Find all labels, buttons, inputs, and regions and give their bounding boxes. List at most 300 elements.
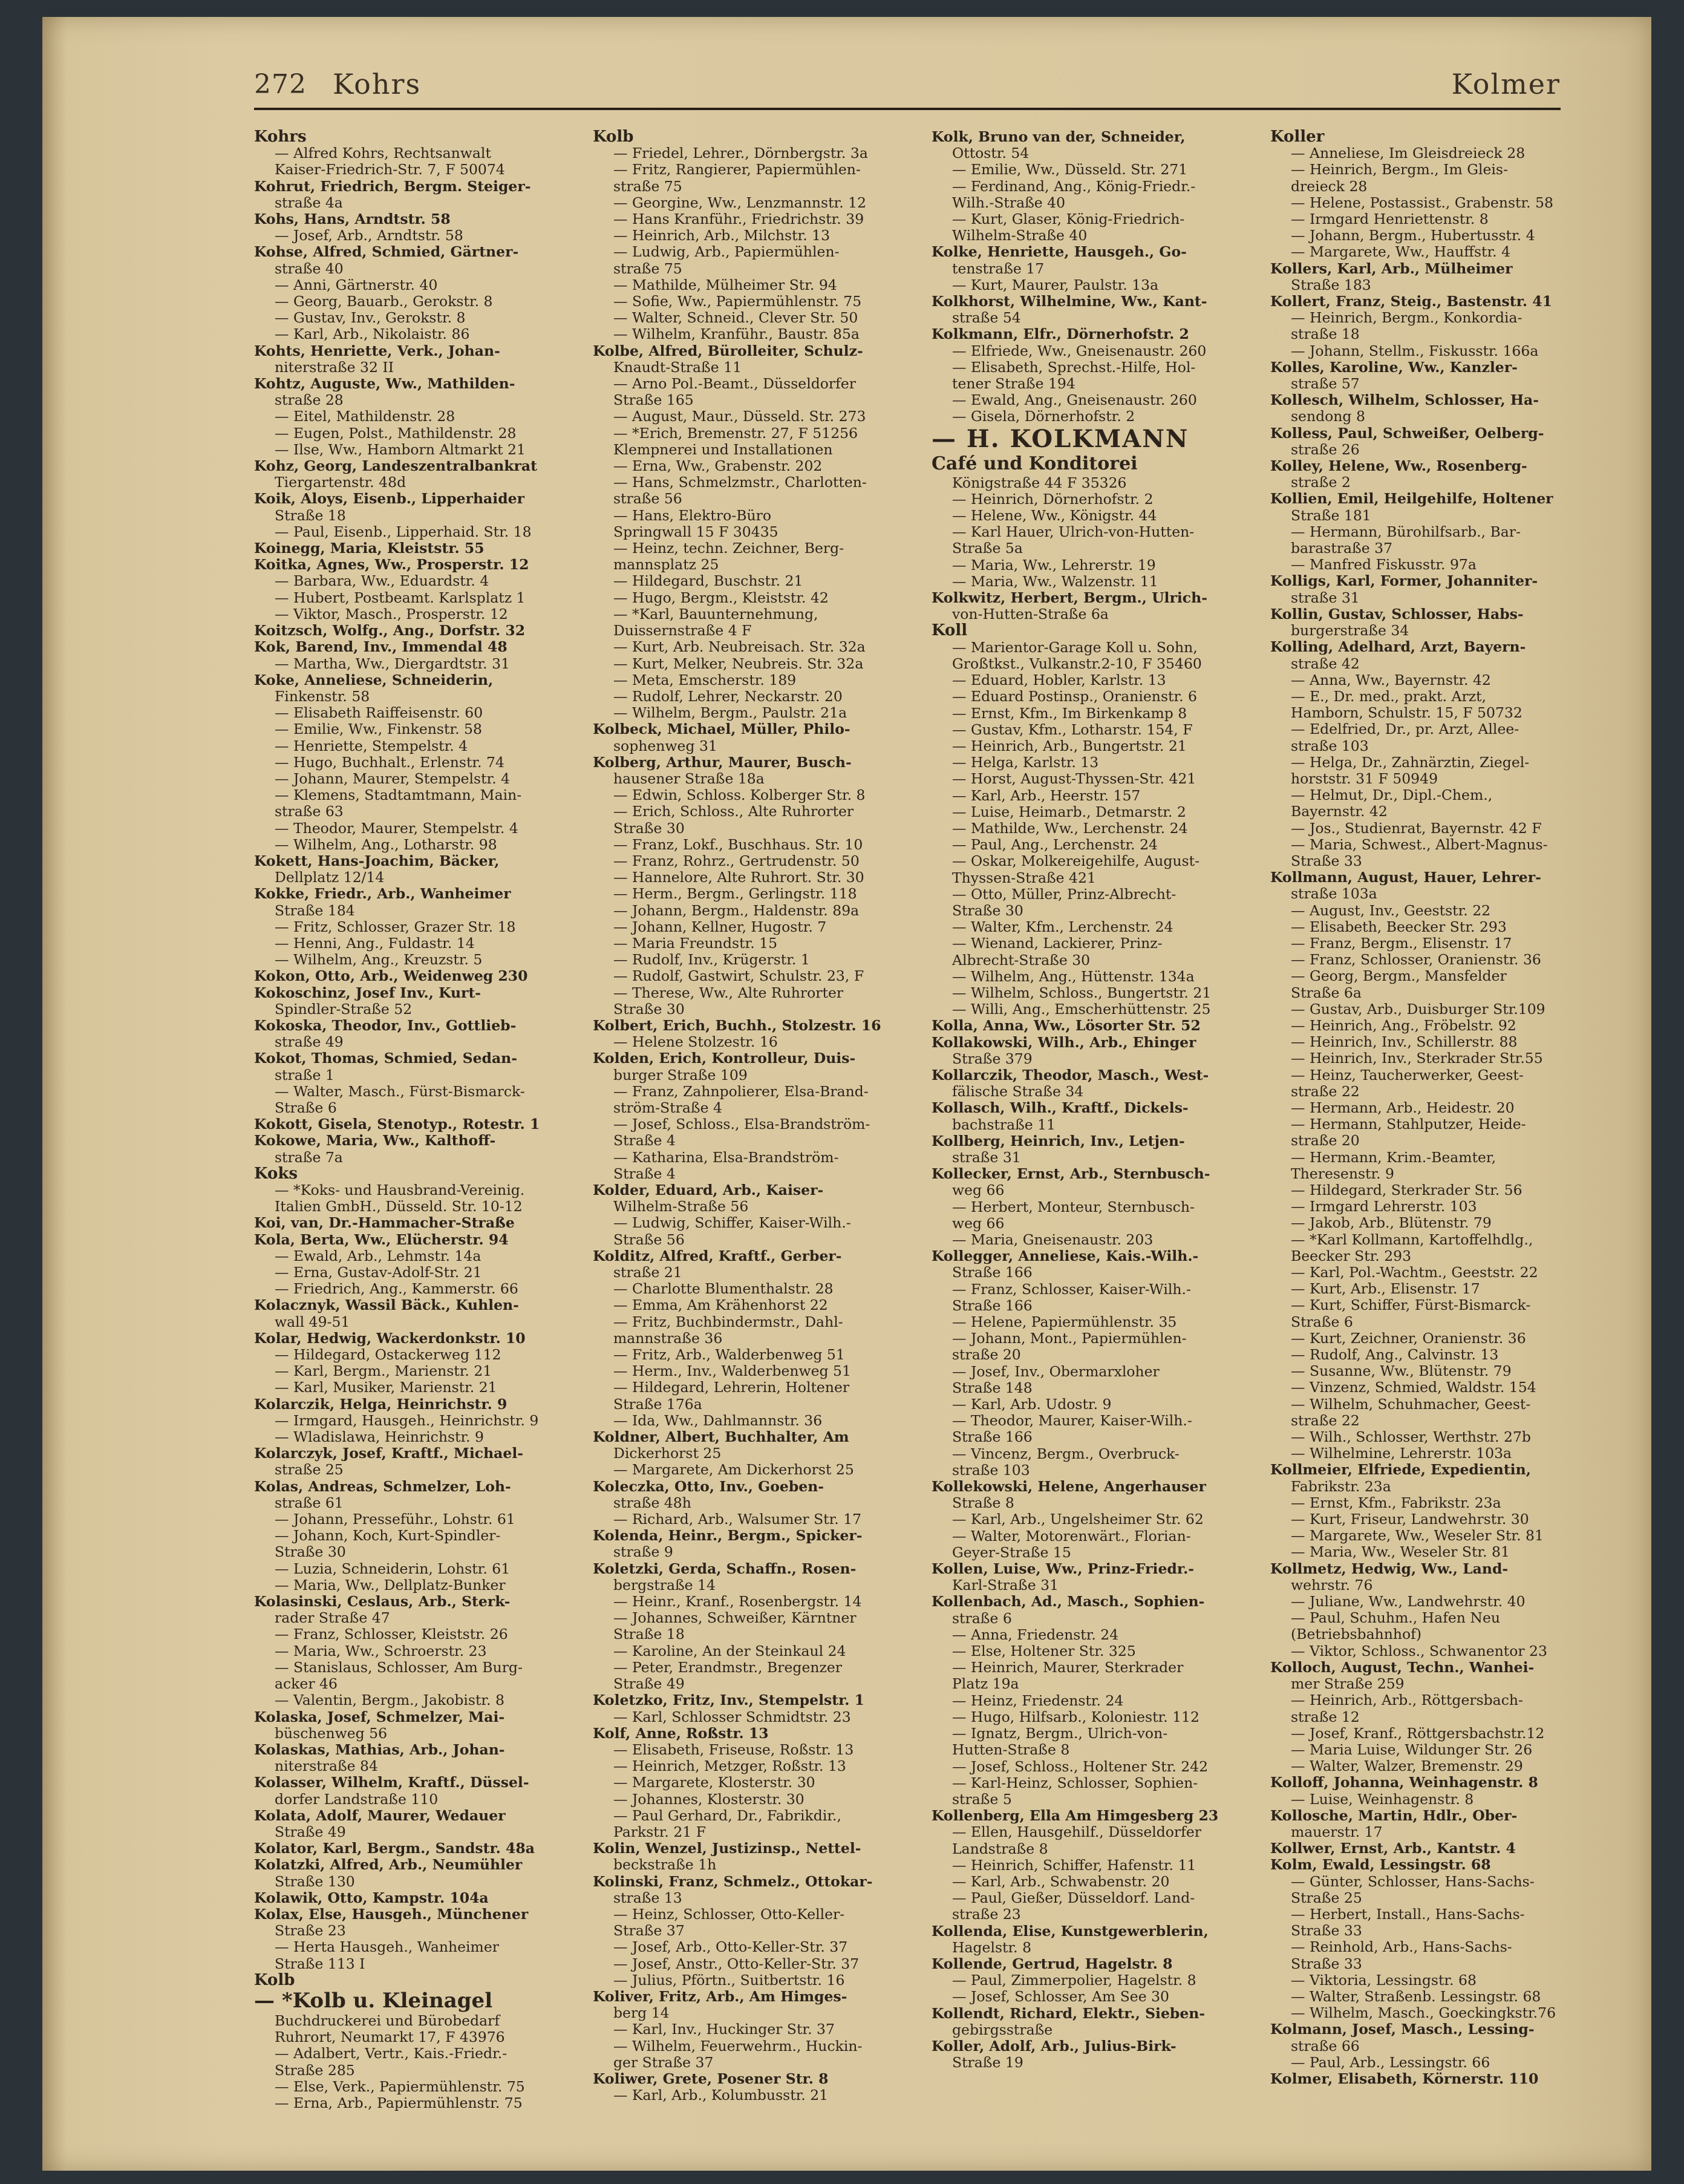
entry-line: straße 4a	[275, 194, 343, 211]
entry-line: Buchdruckerei und Bürobedarf	[275, 2012, 500, 2029]
entry-line: — Helene, Papiermühlenstr. 35	[952, 1313, 1177, 1331]
entry-line: — August, Maur., Düsseld. Str. 273	[613, 408, 866, 425]
entry-name-line: Kolberg, Arthur, Maurer, Busch-	[593, 753, 852, 771]
entry-line: — Helene, Ww., Königstr. 44	[952, 507, 1157, 525]
entry-line: straße 5	[952, 1790, 1012, 1808]
entry-line: — Irmgard Henriettenstr. 8	[1291, 211, 1489, 228]
entry-line: weg 66	[952, 1182, 1005, 1199]
entry-line: — Henni, Ang., Fuldastr. 14	[275, 934, 475, 952]
entry-line: — Maria, Gneisenaustr. 203	[952, 1231, 1154, 1248]
entry-name-line: Kolke, Henriette, Hausgeh., Go-	[932, 243, 1187, 261]
entry-line: Straße 6	[1291, 1313, 1353, 1330]
entry-line: — Heinz, Friedenstr. 24	[952, 1692, 1124, 1709]
entry-line: Straße 285	[275, 2061, 355, 2079]
entry-line: Ottostr. 54	[952, 145, 1030, 162]
entry-name-line: Kolacznyk, Wassil Bäck., Kuhlen-	[254, 1296, 519, 1314]
entry-line: — Fritz, Schlosser, Grazer Str. 18	[275, 918, 516, 935]
entry-line: — Ilse, Ww., Hamborn Altmarkt 21	[275, 440, 526, 458]
entry-name-line: Kollendt, Richard, Elektr., Sieben-	[932, 2004, 1206, 2022]
entry-name-line: Kollekowski, Helene, Angerhauser	[932, 1478, 1206, 1496]
entry-line: Straße 165	[613, 391, 694, 409]
entry-line: Hagelstr. 8	[952, 1938, 1032, 1956]
entry-line: — Anna, Ww., Bayernstr. 42	[1291, 671, 1491, 688]
entry-line: — Elisabeth, Friseuse, Roßstr. 13	[613, 1741, 854, 1758]
entry-line: — Heinz, techn. Zeichner, Berg-	[613, 540, 844, 557]
entry-line: — Hermann, Stahlputzer, Heide-	[1291, 1116, 1526, 1133]
entry-line: straße 1	[275, 1066, 335, 1084]
entry-line: — Josef, Schlosser, Am See 30	[952, 1988, 1169, 2006]
entry-name-line: Koitzsch, Wolfg., Ang., Dorfstr. 32	[254, 622, 526, 639]
entry-line: — Josef, Arb., Otto-Keller-Str. 37	[613, 1938, 848, 1956]
entry-line: — Reinhold, Arb., Hans-Sachs-	[1291, 1938, 1512, 1956]
entry-line: — Paul, Gießer, Düsseldorf. Land-	[952, 1889, 1195, 1907]
entry-line: dreieck 28	[1291, 177, 1368, 195]
entry-line: — Anneliese, Im Gleisdreieck 28	[1291, 145, 1526, 162]
entry-name-line: Kolmann, Josef, Masch., Lessing-	[1270, 2021, 1535, 2038]
entry-line: — Mathilde, Ww., Lerchenstr. 24	[952, 819, 1188, 837]
entry-line: — Richard, Arb., Walsumer Str. 17	[613, 1511, 862, 1528]
entry-line: Albrecht-Straße 30	[952, 951, 1091, 969]
entry-line: — Elisabeth, Beecker Str. 293	[1291, 918, 1507, 935]
entry-line: — Heinrich, Dörnerhofstr. 2	[952, 490, 1154, 508]
entry-line: Wilhelm-Straße 56	[613, 1198, 749, 1215]
entry-line: Wilhelm-Straße 40	[952, 227, 1088, 244]
entry-line: büschenweg 56	[275, 1724, 388, 1742]
entry-line: — Fritz, Rangierer, Papiermühlen-	[613, 161, 861, 178]
entry-line: burger Straße 109	[613, 1066, 748, 1084]
directory-columns	[254, 129, 1573, 2137]
entry-line: Straße 49	[275, 1823, 346, 1840]
entry-line: Straße 4	[613, 1165, 676, 1182]
entry-line: — Peter, Erandmstr., Bregenzer	[613, 1658, 843, 1676]
entry-line: — Josef, Inv., Obermarxloher	[952, 1362, 1160, 1380]
entry-line: — Walter, Masch., Fürst-Bismarck-	[275, 1082, 525, 1100]
entry-name-line: Koletzki, Gerda, Schaffn., Rosen-	[593, 1560, 857, 1577]
entry-name-line: Kolditz, Alfred, Kraftf., Gerber-	[593, 1247, 842, 1264]
entry-line: — Heinz, Schlosser, Otto-Keller-	[613, 1905, 845, 1923]
entry-line: — Kurt, Friseur, Landwehrstr. 30	[1291, 1511, 1529, 1528]
entry-line: — Karl, Musiker, Marienstr. 21	[275, 1379, 497, 1396]
entry-line: Straße 56	[613, 1231, 685, 1248]
entry-line: — Karoline, An der Steinkaul 24	[613, 1642, 846, 1659]
entry-line: beckstraße 1h	[613, 1856, 717, 1874]
entry-line: — Rudolf, Inv., Krügerstr. 1	[613, 951, 810, 969]
entry-line: Thyssen-Straße 421	[952, 869, 1096, 886]
entry-line: — Hans, Schmelzmstr., Charlotten-	[613, 474, 867, 491]
entry-line: fälische Straße 34	[952, 1083, 1084, 1100]
entry-line: — Theodor, Maurer, Stempelstr. 4	[275, 819, 518, 837]
entry-line: — Josef, Anstr., Otto-Keller-Str. 37	[613, 1955, 860, 1972]
entry-line: — Georgine, Ww., Lenzmannstr. 12	[613, 194, 867, 211]
entry-line: — Hildegard, Buschstr. 21	[613, 572, 803, 590]
entry-line: — Karl, Pol.-Wachtm., Geeststr. 22	[1291, 1264, 1538, 1281]
entry-line: Königstraße 44 F 35326	[952, 474, 1127, 491]
entry-line: — Ignatz, Bergm., Ulrich-von-	[952, 1725, 1168, 1742]
entry-line: — Friedel, Lehrer., Dörnbergstr. 3a	[613, 145, 868, 162]
entry-line: — Rudolf, Ang., Calvinstr. 13	[1291, 1346, 1499, 1364]
entry-name-line: Kolk, Bruno van der, Schneider,	[932, 129, 1186, 145]
entry-name-line: Kolasinski, Ceslaus, Arb., Sterk-	[254, 1593, 511, 1610]
entry-line: — Karl, Bergm., Marienstr. 21	[275, 1362, 492, 1380]
entry-name-line: Kolla, Anna, Ww., Lösorter Str. 52	[932, 1017, 1201, 1035]
entry-line: — Ida, Ww., Dahlmannstr. 36	[613, 1411, 823, 1429]
entry-line: — Vinzenz, Schmied, Waldstr. 154	[1291, 1379, 1536, 1396]
entry-name-line: Koinegg, Maria, Kleiststr. 55	[254, 540, 485, 557]
entry-line: straße 7a	[275, 1148, 343, 1166]
entry-name-line: Kolling, Adelhard, Arzt, Bayern-	[1270, 638, 1526, 656]
entry-line: — Ferdinand, Ang., König-Friedr.-	[952, 177, 1196, 195]
entry-line: straße 63	[275, 803, 344, 820]
entry-line: — Margarete, Ww., Hauffstr. 4	[1291, 243, 1511, 261]
entry-line: Straße 33	[1291, 1922, 1362, 1940]
entry-name-line: Kolm, Ewald, Lessingstr. 68	[1270, 1856, 1491, 1874]
entry-name-line: Kolless, Paul, Schweißer, Oelberg-	[1270, 424, 1544, 442]
surname-heading: Kolb	[593, 129, 634, 146]
entry-name-line: Kohtz, Auguste, Ww., Mathilden-	[254, 375, 515, 393]
entry-name-line: Kollert, Franz, Steig., Bastenstr. 41	[1270, 293, 1552, 310]
entry-name-line: Kolarczik, Helga, Heinrichstr. 9	[254, 1395, 507, 1413]
entry-line: — Johannes, Klosterstr. 30	[613, 1790, 804, 1808]
entry-line: — Wilhelm, Feuerwehrm., Huckin-	[613, 2037, 863, 2055]
entry-line: — Fritz, Arb., Walderbenweg 51	[613, 1346, 845, 1364]
entry-line: — Johann, Koch, Kurt-Spindler-	[275, 1527, 501, 1545]
entry-line: — Walter, Walzer, Bremenstr. 29	[1291, 1757, 1523, 1775]
entry-line: straße 13	[613, 1889, 682, 1906]
entry-name-line: Kollenbach, Ad., Masch., Sophien-	[932, 1593, 1205, 1610]
entry-line: straße 22	[1291, 1082, 1360, 1100]
entry-line: — Ludwig, Schiffer, Kaiser-Wilh.-	[613, 1214, 851, 1232]
entry-line: straße 31	[1291, 589, 1360, 606]
entry-name-line: Kolarczyk, Josef, Kraftf., Michael-	[254, 1445, 524, 1462]
entry-line: bergstraße 14	[613, 1576, 716, 1594]
entry-line: — Henriette, Stempelstr. 4	[275, 737, 468, 754]
entry-line: — Herm., Bergm., Gerlingstr. 118	[613, 885, 857, 903]
entry-line: — Helene, Postassist., Grabenstr. 58	[1291, 194, 1553, 211]
entry-name-line: Kokot, Thomas, Schmied, Sedan-	[254, 1050, 518, 1067]
entry-line: Dickerhorst 25	[613, 1445, 722, 1462]
entry-line: — *Erich, Bremenstr. 27, F 51256	[613, 424, 858, 442]
entry-line: niterstraße 32 II	[275, 358, 394, 376]
entry-line: von-Hutten-Straße 6a	[952, 606, 1109, 623]
entry-line: — Josef, Kranf., Röttgersbachstr.12	[1291, 1724, 1545, 1742]
entry-line: — Ewald, Arb., Lehmstr. 14a	[275, 1247, 481, 1264]
entry-line: — Herbert, Install., Hans-Sachs-	[1291, 1905, 1525, 1923]
entry-line: straße 103	[1291, 737, 1369, 754]
entry-name-line: Kohz, Georg, Landeszentralbankrat	[254, 457, 537, 475]
entry-line: — Karl, Inv., Huckinger Str. 37	[613, 2021, 835, 2038]
entry-line: — Hermann, Krim.-Beamter,	[1291, 1148, 1496, 1166]
entry-line: — Johannes, Schweißer, Kärntner	[613, 1609, 857, 1627]
entry-line: — Erich, Schloss., Alte Ruhrorter	[613, 803, 854, 820]
entry-name-line: Kohse, Alfred, Schmied, Gärtner-	[254, 243, 519, 261]
surname-heading: Koller	[1270, 129, 1325, 146]
entry-line: straße 66	[1291, 2037, 1360, 2055]
entry-line: Geyer-Straße 15	[952, 1543, 1071, 1561]
entry-line: — Margarete, Ww., Weseler Str. 81	[1291, 1527, 1544, 1545]
entry-line: hausener Straße 18a	[613, 770, 765, 787]
entry-line: straße 21	[613, 1264, 682, 1281]
entry-line: — Hugo, Bergm., Kleiststr. 42	[613, 589, 829, 606]
entry-name-line: Kolkwitz, Herbert, Bergm., Ulrich-	[932, 589, 1207, 607]
entry-line: — Sofie, Ww., Papiermühlenstr. 75	[613, 293, 862, 310]
entry-line: Finkenstr. 58	[275, 687, 370, 705]
entry-line: ger Straße 37	[613, 2053, 714, 2071]
entry-line: straße 28	[275, 391, 344, 409]
entry-line: — Maria, Ww., Schroerstr. 23	[275, 1642, 487, 1659]
entry-line: — Heinrich, Arb., Bungertstr. 21	[952, 737, 1187, 754]
entry-name-line: Koliwer, Grete, Posener Str. 8	[593, 2070, 829, 2087]
entry-line: — Johann, Presseführ., Lohstr. 61	[275, 1511, 515, 1528]
entry-line: — Heinrich, Schiffer, Hafenstr. 11	[952, 1856, 1196, 1874]
entry-line: — Gustav, Kfm., Lotharstr. 154, F	[952, 721, 1193, 738]
entry-line: — Wilhelm, Ang., Lotharstr. 98	[275, 835, 497, 853]
entry-line: — Heinrich, Arb., Röttgersbach-	[1291, 1692, 1523, 1709]
entry-line: Straße 19	[952, 2054, 1023, 2071]
entry-line: — Helga, Karlstr. 13	[952, 754, 1099, 771]
entry-name-line: Kollberg, Heinrich, Inv., Letjen-	[932, 1132, 1185, 1149]
entry-line: Straße 23	[275, 1922, 346, 1940]
entry-name-line: Kollen, Luise, Ww., Prinz-Friedr.-	[932, 1560, 1195, 1578]
entry-name-line: Kolaskas, Mathias, Arb., Johan-	[254, 1741, 505, 1758]
entry-line: — Walter, Schneid., Clever Str. 50	[613, 309, 858, 327]
entry-line: — Johann, Bergm., Haldenstr. 89a	[613, 901, 860, 919]
entry-line: Dellplatz 12/14	[275, 869, 385, 886]
entry-line: — Fritz, Buchbindermstr., Dahl-	[613, 1313, 843, 1330]
entry-line: — Anni, Gärtnerstr. 40	[275, 276, 438, 293]
entry-name-line: Kolawik, Otto, Kampstr. 104a	[254, 1889, 489, 1906]
entry-line: — Heinrich, Arb., Milchstr. 13	[613, 227, 831, 244]
entry-line: Platz 19a	[952, 1675, 1019, 1693]
entry-name-line: Koletzko, Fritz, Inv., Stempelstr. 1	[593, 1692, 865, 1709]
entry-name-line: Koi, van, Dr.-Hammacher-Straße	[254, 1214, 515, 1232]
entry-line: burgerstraße 34	[1291, 622, 1409, 639]
entry-line: straße 42	[1291, 655, 1360, 672]
entry-line: — Katharina, Elsa-Brandström-	[613, 1148, 839, 1166]
entry-line: — Viktor, Schloss., Schwanentor 23	[1291, 1642, 1547, 1659]
entry-line: — Gisela, Dörnerhofstr. 2	[952, 408, 1135, 425]
entry-name-line: Kolder, Eduard, Arb., Kaiser-	[593, 1182, 824, 1198]
entry-line: — Wilhelm, Ang., Hüttenstr. 134a	[952, 967, 1195, 985]
entry-name-line: Kolligs, Karl, Former, Johanniter-	[1270, 572, 1538, 590]
entry-name-line: Kolaska, Josef, Schmelzer, Mai-	[254, 1708, 505, 1725]
surname-heading: Koll	[932, 621, 968, 640]
entry-line: — Paul, Eisenb., Lipperhaid. Str. 18	[275, 523, 532, 540]
entry-line: — Maria, Ww., Lehrerstr. 19	[952, 556, 1156, 574]
entry-line: — Hildegard, Ostackerweg 112	[275, 1346, 501, 1364]
entry-name-line: Kollenda, Elise, Kunstgewerblerin,	[932, 1922, 1209, 1940]
entry-line: — Heinrich, Inv., Schillerstr. 88	[1291, 1033, 1518, 1051]
entry-line: Ruhrort, Neumarkt 17, F 43976	[275, 2029, 505, 2046]
entry-line: — Irmgard, Hausgeh., Heinrichstr. 9	[275, 1411, 539, 1429]
entry-line: — Franz, Lokf., Buschhaus. Str. 10	[613, 835, 863, 853]
entry-line: — Josef, Schloss., Holtener Str. 242	[952, 1757, 1209, 1775]
entry-line: — Ernst, Kfm., Im Birkenkamp 8	[952, 704, 1187, 722]
entry-line: — Helga, Dr., Zahnärztin, Ziegel-	[1291, 753, 1530, 771]
entry-line: — Valentin, Bergm., Jakobistr. 8	[275, 1692, 504, 1709]
entry-line: tenstraße 17	[952, 260, 1045, 277]
entry-line: — Hermann, Arb., Heidestr. 20	[1291, 1099, 1515, 1116]
entry-line: — Walter, Straßenb. Lessingstr. 68	[1291, 1987, 1541, 2005]
entry-name-line: Kollesch, Wilhelm, Schlosser, Ha-	[1270, 391, 1539, 409]
entry-line: — Eitel, Mathildenstr. 28	[275, 408, 455, 425]
entry-line: straße 25	[275, 1461, 344, 1479]
entry-line: — Gustav, Inv., Gerokstr. 8	[275, 309, 466, 327]
entry-line: Straße 4	[613, 1132, 676, 1149]
entry-line: Bayernstr. 42	[1291, 803, 1388, 820]
advert-subtitle: Café und Konditorei	[932, 453, 1138, 474]
entry-line: — Juliane, Ww., Landwehrstr. 40	[1291, 1593, 1526, 1610]
entry-name-line: Kollmetz, Hedwig, Ww., Land-	[1270, 1560, 1509, 1577]
entry-line: — Ludwig, Arb., Papiermühlen-	[613, 243, 840, 261]
entry-line: — Elisabeth Raiffeisenstr. 60	[275, 704, 483, 722]
entry-line: — Heinr., Kranf., Rosenbergstr. 14	[613, 1593, 862, 1610]
entry-name-line: Kollecker, Ernst, Arb., Sternbusch-	[932, 1165, 1210, 1183]
entry-name-line: Koller, Adolf, Arb., Julius-Birk-	[932, 2037, 1177, 2055]
entry-line: — Willi, Ang., Emscherhüttenstr. 25	[952, 1001, 1211, 1018]
entry-line: Straße 33	[1291, 852, 1362, 869]
entry-line: — Else, Verk., Papiermühlenstr. 75	[275, 2078, 525, 2095]
entry-line: Straße 184	[275, 901, 355, 919]
entry-line: Straße 33	[1291, 1955, 1362, 1972]
entry-name-line: Kollegger, Anneliese, Kais.-Wilh.-	[932, 1247, 1199, 1265]
entry-line: — Kurt, Melker, Neubreis. Str. 32a	[613, 655, 864, 672]
entry-line: — Arno Pol.-Beamt., Düsseldorfer	[613, 375, 856, 393]
entry-line: straße 22	[1291, 1411, 1360, 1429]
entry-name-line: Kohts, Henriette, Verk., Johan-	[254, 342, 500, 359]
entry-line: straße 75	[613, 177, 682, 195]
entry-line: straße 57	[1291, 375, 1360, 393]
entry-line: — Jakob, Arb., Blütenstr. 79	[1291, 1214, 1492, 1232]
entry-line: Parkstr. 21 F	[613, 1823, 707, 1840]
entry-line: — Theodor, Maurer, Kaiser-Wilh.-	[952, 1412, 1192, 1430]
entry-name-line: Kolenda, Heinr., Bergm., Spicker-	[593, 1527, 863, 1545]
entry-line: Straße 130	[275, 1872, 355, 1890]
entry-line: — Ewald, Ang., Gneisenaustr. 260	[952, 391, 1197, 409]
entry-name-line: Kolkmann, Elfr., Dörnerhofstr. 2	[932, 325, 1189, 343]
entry-line: Wilh.-Straße 40	[952, 194, 1066, 211]
entry-line: — Franz, Bergm., Elisenstr. 17	[1291, 934, 1512, 952]
entry-line: — Erna, Arb., Papiermühlenstr. 75	[275, 2094, 523, 2111]
entry-line: — Wilhelm, Schuhmacher, Geest-	[1291, 1395, 1531, 1413]
entry-line: straße 49	[275, 1033, 344, 1051]
entry-line: — Marientor-Garage Koll u. Sohn,	[952, 638, 1198, 656]
entry-name-line: Kolden, Erich, Kontrolleur, Duis-	[593, 1050, 856, 1067]
column-2	[593, 129, 913, 2104]
entry-line: tener Straße 194	[952, 375, 1075, 393]
page-number: 272	[254, 69, 307, 100]
entry-line: — Adalbert, Vertr., Kais.-Friedr.-	[275, 2045, 507, 2062]
entry-line: — Franz, Zahnpolierer, Elsa-Brand-	[613, 1082, 869, 1100]
entry-line: — Heinrich, Bergm., Im Gleis-	[1291, 161, 1508, 178]
entry-line: Straße 25	[1291, 1889, 1362, 1906]
page-header	[254, 53, 1561, 110]
column-4	[1270, 129, 1591, 2087]
entry-name-line: Kola, Berta, Ww., Elücherstr. 94	[254, 1231, 509, 1248]
entry-line: — Hildegard, Lehrerin, Holtener	[613, 1379, 850, 1396]
entry-line: — Margarete, Am Dickerhorst 25	[613, 1461, 854, 1479]
entry-line: — Viktoria, Lessingstr. 68	[1291, 1971, 1477, 1989]
entry-line: — *Karl Kollmann, Kartoffelhdlg.,	[1291, 1231, 1533, 1248]
entry-line: — Edwin, Schloss. Kolberger Str. 8	[613, 786, 866, 804]
entry-line: — Heinrich, Maurer, Sterkrader	[952, 1659, 1184, 1676]
entry-name-line: Kollosche, Martin, Hdlr., Ober-	[1270, 1806, 1518, 1824]
entry-line: — Wilhelm, Bergm., Paulstr. 21a	[613, 704, 847, 722]
entry-name-line: Kolas, Andreas, Schmelzer, Loh-	[254, 1477, 511, 1495]
entry-line: — Luise, Weinhagenstr. 8	[1291, 1790, 1474, 1808]
entry-line: — Hugo, Hilfsarb., Koloniestr. 112	[952, 1708, 1199, 1725]
entry-line: — Erna, Gustav-Adolf-Str. 21	[275, 1264, 482, 1281]
entry-line: gebirgsstraße	[952, 2021, 1053, 2038]
entry-line: straße 48h	[613, 1494, 691, 1511]
entry-line: — Maria, Ww., Dellplatz-Bunker	[275, 1576, 506, 1594]
entry-line: wall 49-51	[275, 1313, 350, 1330]
entry-line: straße 54	[952, 309, 1021, 327]
entry-line: — Paul, Schuhm., Hafen Neu	[1291, 1609, 1501, 1627]
entry-line: weg 66	[952, 1214, 1005, 1232]
entry-line: Klempnerei und Installationen	[613, 440, 833, 458]
entry-line: Straße 6a	[1291, 984, 1362, 1001]
entry-line: — Herta Hausgeh., Wanheimer	[275, 1938, 499, 1956]
entry-name-line: Kolley, Helene, Ww., Rosenberg-	[1270, 457, 1527, 475]
entry-line: — Kurt, Glaser, König-Friedrich-	[952, 211, 1185, 228]
entry-line: — Hildegard, Sterkrader Str. 56	[1291, 1182, 1522, 1198]
entry-line: — Ernst, Kfm., Fabrikstr. 23a	[1291, 1494, 1501, 1511]
entry-name-line: Kollers, Karl, Arb., Mülheimer	[1270, 260, 1513, 277]
entry-line: — Hannelore, Alte Ruhrort. Str. 30	[613, 869, 864, 886]
entry-name-line: Koke, Anneliese, Schneiderin,	[254, 671, 494, 688]
entry-line: — E., Dr. med., prakt. Arzt,	[1291, 687, 1487, 705]
entry-line: Straße 183	[1291, 276, 1371, 293]
entry-line: Springwall 15 F 30435	[613, 523, 778, 540]
entry-line: — Karl, Arb., Heerstr. 157	[952, 786, 1141, 804]
entry-line: — Jos., Studienrat, Bayernstr. 42 F	[1291, 819, 1542, 837]
entry-line: — Anna, Friedenstr. 24	[952, 1626, 1119, 1643]
entry-line: — Oskar, Molkereigehilfe, August-	[952, 852, 1200, 870]
entry-line: Straße 30	[613, 1000, 685, 1018]
entry-line: — Edelfried, Dr., pr. Arzt, Allee-	[1291, 721, 1519, 738]
entry-line: — Elfriede, Ww., Gneisenaustr. 260	[952, 342, 1207, 359]
entry-line: Duissernstraße 4 F	[613, 622, 752, 639]
entry-name-line: Kolator, Karl, Bergm., Sandstr. 48a	[254, 1840, 535, 1857]
entry-line: niterstraße 84	[275, 1757, 378, 1775]
entry-name-line: Kollmann, August, Hauer, Lehrer-	[1270, 869, 1541, 886]
entry-line: — *Karl, Bauunternehmung,	[613, 605, 818, 623]
entry-name-line: Kolasser, Wilhelm, Kraftf., Düssel-	[254, 1774, 529, 1791]
header-right-word: Kolmer	[1451, 68, 1561, 100]
entry-line: Straße 37	[613, 1922, 685, 1940]
entry-line: — Günter, Schlosser, Hans-Sachs-	[1291, 1872, 1535, 1890]
entry-name-line: Kokoschinz, Josef Inv., Kurt-	[254, 984, 481, 1001]
entry-line: — Manfred Fiskusstr. 97a	[1291, 556, 1477, 574]
entry-line: — Barbara, Ww., Eduardstr. 4	[275, 572, 489, 590]
entry-name-line: Kokowe, Maria, Ww., Kalthoff-	[254, 1132, 496, 1149]
entry-line: straße 20	[1291, 1132, 1360, 1149]
entry-line: Tiergartenstr. 48d	[275, 474, 406, 491]
entry-line: Fabrikstr. 23a	[1291, 1477, 1391, 1495]
entry-name-line: Kolbeck, Michael, Müller, Philo-	[593, 721, 850, 738]
entry-line: — Paul Gerhard, Dr., Fabrikdir.,	[613, 1806, 841, 1824]
entry-line: straße 9	[613, 1543, 673, 1561]
entry-line: ström-Straße 4	[613, 1099, 722, 1116]
entry-name-line: Kollmeier, Elfriede, Expedientin,	[1270, 1461, 1531, 1479]
entry-line: straße 20	[952, 1346, 1021, 1364]
entry-name-line: Kollin, Gustav, Schlosser, Habs-	[1270, 605, 1524, 623]
entry-name-line: Kolles, Karoline, Ww., Kanzler-	[1270, 358, 1518, 376]
entry-line: — Helmut, Dr., Dipl.-Chem.,	[1291, 786, 1493, 804]
entry-line: — Georg, Bergm., Mansfelder	[1291, 967, 1507, 985]
entry-name-line: Kok, Barend, Inv., Immendal 48	[254, 638, 507, 656]
entry-line: — Johann, Kellner, Hugostr. 7	[613, 918, 827, 935]
